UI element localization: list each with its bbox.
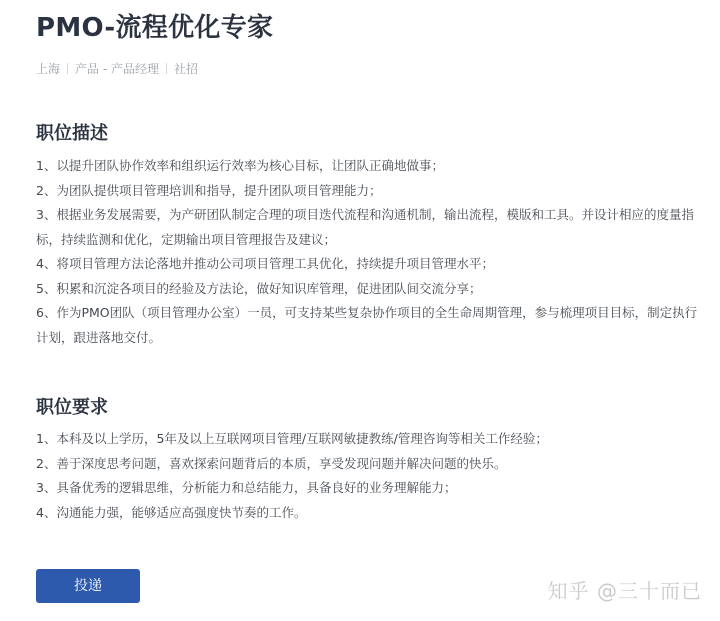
requirement-item: 3、具备优秀的逻辑思维，分析能力和总结能力，具备良好的业务理解能力； [36,480,457,495]
description-item: 2、为团队提供项目管理培训和指导，提升团队项目管理能力； [36,182,382,198]
requirements-list [36,427,704,525]
requirement-item: 2、善于深度思考问题，喜欢探索问题背后的本质，享受发现问题并解决问题的快乐。 [36,455,507,471]
requirements-heading: 职位要求 [36,397,108,418]
job-title: PMO-流程优化专家 [36,13,274,43]
description-list [36,154,704,350]
requirement-item: 1、本科及以上学历，5年及以上互联网项目管理/互联网敏捷教练/管理咨询等相关工作经验； [36,431,548,446]
description-heading: 职位描述 [36,123,108,144]
description-item: 4、将项目管理方法论落地并推动公司项目管理工具优化，持续提升项目管理水平； [36,256,494,271]
description-item: 6、作为PMO团队（项目管理办公室）一员，可支持某些复杂协作项目的全生命周期管理，参与梳理项目目标，制定执行计划，跟进落地交付。 [36,305,698,345]
description-item: 5、积累和沉淀各项目的经验及方法论，做好知识库管理，促进团队间交流分享； [36,280,482,296]
description-item: 1、以提升团队协作效率和组织运行效率为核心目标，让团队正确地做事； [36,158,444,173]
meta-divider [67,63,68,74]
requirement-item: 4、沟通能力强，能够适应高强度快节奏的工作。 [36,504,307,520]
job-type: 社招 [173,62,198,76]
job-location: 上海 [36,62,61,76]
description-item: 3、根据业务发展需要，为产研团队制定合理的项目迭代流程和沟通机制，输出流程，模版和工具。并设计相应的度量指标，持续监测和优化，定期输出项目管理报告及建议； [36,207,694,247]
meta-divider [166,63,167,74]
apply-button[interactable]: 投递 [36,569,140,603]
job-meta [36,60,198,78]
job-category: 产品 - 产品经理 [75,62,159,76]
watermark: 知乎 @三十而已 [547,579,702,603]
